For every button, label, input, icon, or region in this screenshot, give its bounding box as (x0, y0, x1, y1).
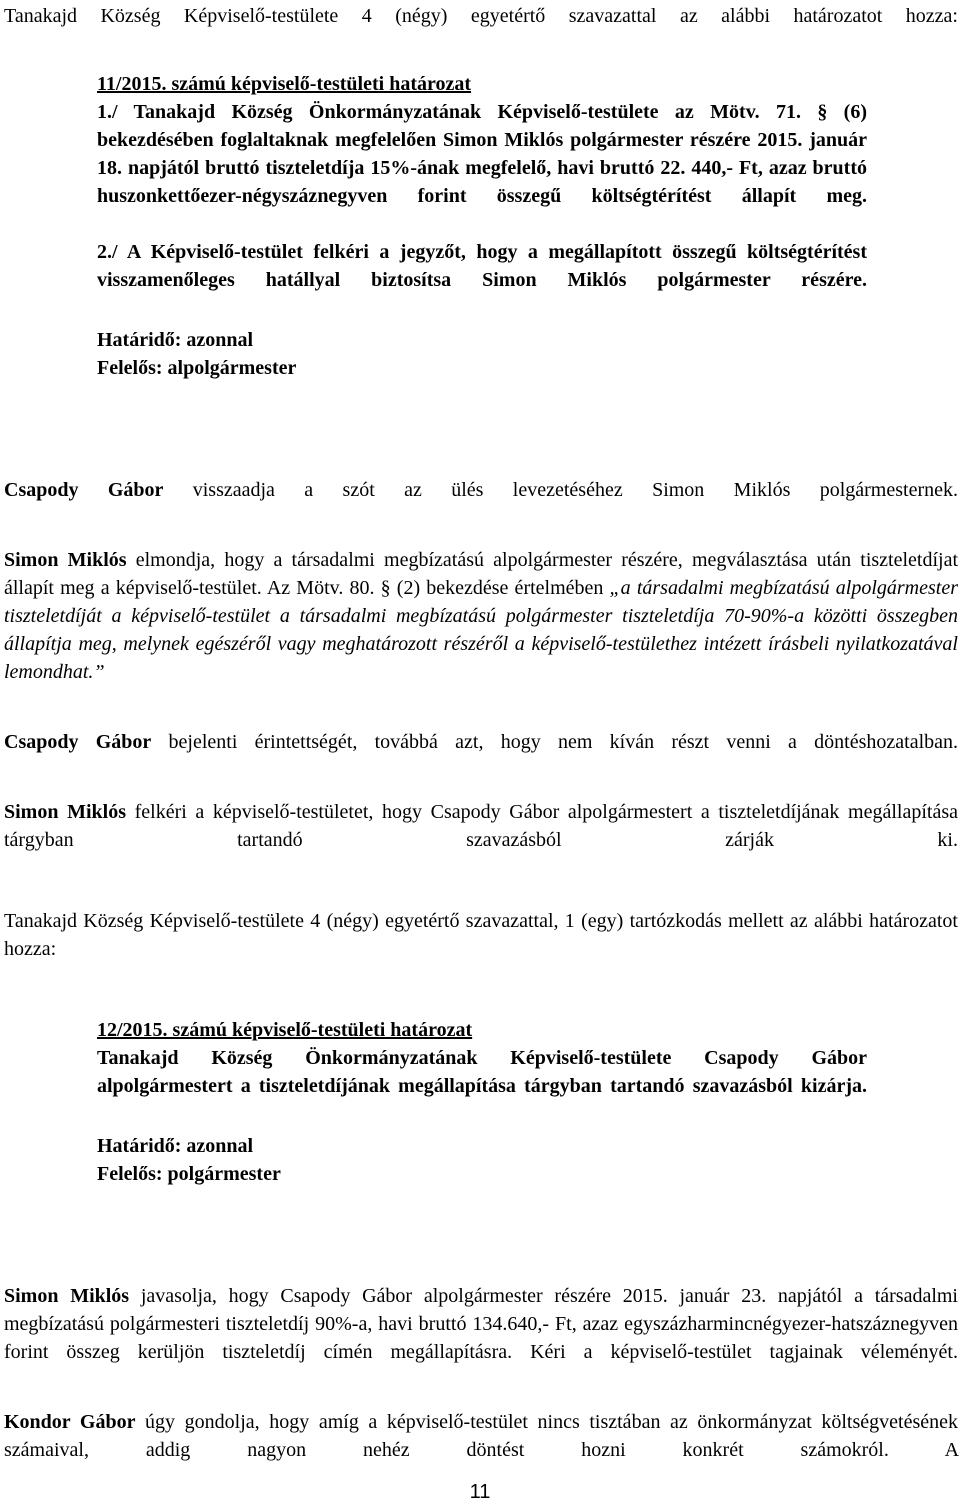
paragraph-csapody-1 (4, 476, 958, 532)
intro-2-text: Tanakajd Község Képviselő-testülete 4 (négy) egyetértő szavazattal, 1 (egy) tartózkodás mellett az alábbi határozatot hozza: (4, 910, 958, 960)
resolution-11-item-2-text: 2./ A Képviselő-testület felkéri a jegyzőt, hogy a megállapított összegű költségtérítést visszamenőleges hatállyal biztosítsa Simon Miklós polgármester részére. (97, 241, 867, 291)
page-number: 11 (469, 1481, 491, 1503)
resolution-12-text (97, 1044, 867, 1128)
speaker-name: Simon Miklós (4, 549, 127, 571)
paragraph-csapody-2 (4, 728, 958, 784)
resolution-11-item-2 (97, 238, 867, 322)
section-sign: § (817, 101, 828, 123)
speaker-name: Csapody Gábor (4, 731, 152, 753)
speaker-name: Simon Miklós (4, 801, 126, 823)
intro-paragraph-2 (4, 907, 958, 991)
paragraph-text: javasolja, hogy Csapody Gábor alpolgármester részére 2015. január 23. napjától a társadalmi megbízatású polgármesteri tiszteletdíj 90%-a, havi bruttó 134.640,- Ft, azaz egyszázharmincnégyezer-hatszáznegyven forint összeg kerüljön tiszteletdíj címén megállapításra. Kéri a képviselő-testület tagjainak véleményét. (4, 1285, 958, 1363)
resolution-11-item-1 (97, 98, 867, 238)
paragraph-text: bejelenti érintettségét, továbbá azt, hogy nem kíván részt venni a döntéshozatalban. (151, 731, 958, 753)
paragraph-simon-2 (4, 798, 958, 882)
paragraph-text-2: (2) bekezdése értelmében (390, 577, 610, 599)
quote-close: ” (93, 661, 105, 683)
paragraph-text: úgy gondolja, hogy amíg a képviselő-testület nincs tisztában az önkormányzat költségvetésének számaival, addig nagyon nehéz döntést hozni konkrét számokról. A (4, 1411, 958, 1461)
resolution-11-item-1-b: (6) bekezdésében foglaltaknak megfelelően Simon Miklós polgármester részére 2015. január 18. napjától bruttó tiszteletdíja 15%-ának megfelelő, havi bruttó 22. 440,- Ft, azaz bruttó huszonkettőezer-négyszáznegyven forint összegű költségtérítést állapít meg. (97, 101, 867, 207)
speaker-name: Csapody Gábor (4, 479, 164, 501)
law-quote: a társadalmi megbízatású alpolgármester tiszteletdíját a képviselő-testület a társadalmi megbízatású polgármester tiszteletdíja 70-90%-a közötti összegben állapítja meg, melynek egészéről vagy meghatározott részéről a képviselő-testülethez intézett írásbeli nyilatkozatával lemondhat. (4, 577, 959, 683)
resolution-12-deadline: Határidő: azonnal (97, 1135, 254, 1157)
resolution-11-title: 11/2015. számú képviselő-testületi határozat (97, 73, 472, 95)
section-sign: § (380, 577, 391, 599)
resolution-11-responsible: Felelős: alpolgármester (97, 357, 297, 379)
speaker-name: Simon Miklós (4, 1285, 130, 1307)
speaker-name: Kondor Gábor (4, 1411, 136, 1433)
quote-open: „ (609, 577, 621, 599)
paragraph-text: elmondja, hogy a társadalmi megbízatású alpolgármester részére, megválasztása után tiszteletdíjat állapít meg a képviselő-testület. Az Mötv. 80. (4, 549, 959, 599)
paragraph-simon-1 (4, 546, 958, 714)
resolution-12-block (97, 1016, 867, 1188)
resolution-12-body: Tanakajd Község Önkormányzatának Képviselő-testülete Csapody Gábor alpolgármestert a tiszteletdíjának megállapítása tárgyban tartandó szavazásból kizárja. (97, 1047, 867, 1097)
paragraph-text: felkéri a képviselő-testületet, hogy Csapody Gábor alpolgármestert a tiszteletdíjának megállapítása tárgyban tartandó szavazásból zárják ki. (4, 801, 959, 851)
intro-1-text: Tanakajd Község Képviselő-testülete 4 (négy) egyetértő szavazattal az alábbi határozatot hozza: (4, 5, 958, 27)
resolution-11-item-1-a: 1./ Tanakajd Község Önkormányzatának Képviselő-testülete az Mötv. 71. (97, 101, 801, 123)
paragraph-text: visszaadja a szót az ülés levezetéséhez Simon Miklós polgármesternek. (163, 479, 958, 501)
resolution-12-responsible: Felelős: polgármester (97, 1163, 281, 1185)
paragraph-simon-3 (4, 1282, 958, 1394)
resolution-11-deadline: Határidő: azonnal (97, 329, 254, 351)
intro-paragraph-1 (4, 2, 958, 58)
resolution-11-block (97, 70, 867, 382)
resolution-12-title: 12/2015. számú képviselő-testületi határozat (97, 1019, 473, 1041)
